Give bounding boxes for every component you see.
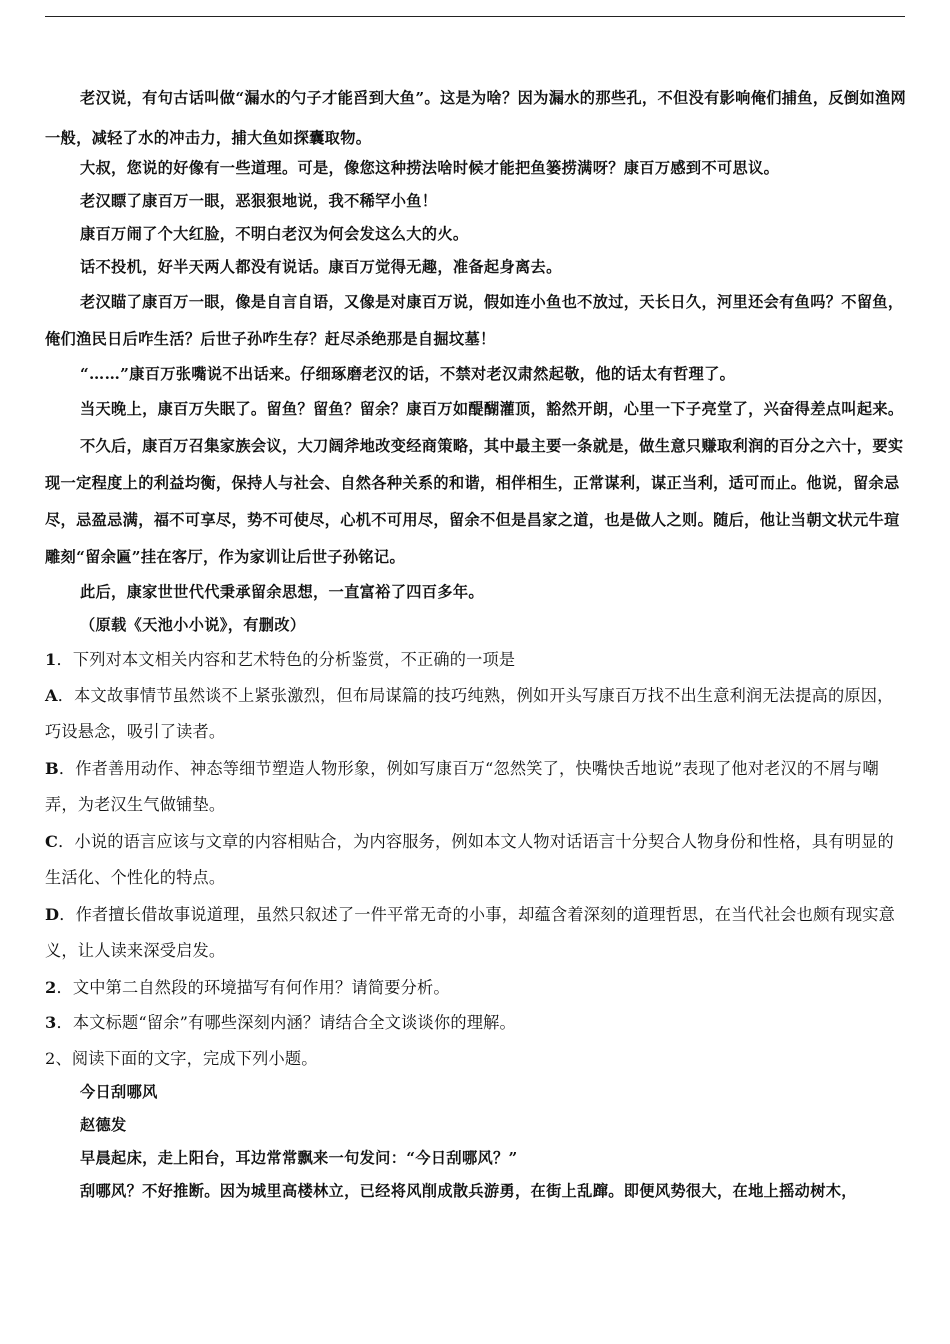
story-paragraph: 当天晚上，康百万失眠了。留鱼？留鱼？留余？康百万如醍醐灌顶，豁然开朗，心里一下子亮堂了，兴奋得差点叫起来。 <box>79 400 904 418</box>
question-number: 1 <box>45 650 57 669</box>
story-paragraph: 不久后，康百万召集家族会议，大刀阔斧地改变经商策略，其中最主要一条就是，做生意只赚取利润的百分之六十，要实现一定程度上的利益均衡，保持人与社会、自然各种关系的和谐，相伴相生，正常谋利，谋正当利，适可而止。他说，留余忌尽，忌盈忌满，福不可享尽，势不可使尽，心机不可用尽，留余不但是昌家之道，也是做人之则。随后，他让当朝文状元牛瑄雕刻“留余匾”挂在客厅，作为家训让后世子孙铭记。 <box>45 437 904 566</box>
article-paragraph: 刮哪风？不好推断。因为城里高楼林立，已经将风削成散兵游勇，在街上乱蹿。即便风势很大，在地上摇动树木， <box>79 1182 857 1200</box>
story-paragraph: 康百万闹了个大红脸，不明白老汉为何会发这么大的火。 <box>79 225 469 243</box>
option-label: C <box>45 831 59 851</box>
header-rule <box>45 16 905 17</box>
option-d <box>45 897 907 970</box>
story-paragraph: 老汉瞟了康百万一眼，恶狠狠地说，我不稀罕小鱼！ <box>79 192 438 210</box>
question-number: 3 <box>45 1013 57 1032</box>
option-b <box>45 751 907 824</box>
question-1-stem <box>45 642 907 678</box>
question-number: 2 <box>45 977 57 997</box>
option-text: ．本文故事情节虽然谈不上紧张激烈，但布局谋篇的技巧纯熟，例如开头写康百万找不出生意利润无法提高的原因，巧设悬念，吸引了读者。 <box>45 685 894 741</box>
document-page <box>45 89 907 1208</box>
option-c <box>45 824 907 897</box>
section-2-intro: 2、阅读下面的文字，完成下列小题。 <box>45 1048 318 1068</box>
story-paragraph: 此后，康家世世代代秉承留余思想，一直富裕了四百多年。 <box>79 583 484 601</box>
question-text: ．下列对本文相关内容和艺术特色的分析鉴赏，不正确的一项是 <box>56 650 516 669</box>
story-paragraph: 老汉说，有句古话叫做“漏水的勺子才能舀到大鱼”。这是为啥？因为漏水的那些孔，不但没有影响俺们捕鱼，反倒如渔网一般，减轻了水的冲击力，捕大鱼如探囊取物。 <box>45 89 907 147</box>
option-label: D <box>45 904 60 924</box>
article-paragraph: 早晨起床，走上阳台，耳边常常飘来一句发问：“今日刮哪风？” <box>79 1149 518 1167</box>
source-note: （原载《天池小小说》，有删改） <box>79 616 306 634</box>
article-title: 今日刮哪风 <box>79 1083 158 1101</box>
option-text: ．作者善用动作、神态等细节塑造人物形象，例如写康百万“忽然笑了，快嘴快舌地说”表现了他对老汉的不屑与嘲弄，为老汉生气做铺垫。 <box>45 758 879 814</box>
option-text: ．作者擅长借故事说道理，虽然只叙述了一件平常无奇的小事，却蕴含着深刻的道理哲思，在当代社会也颇有现实意义，让人读来深受启发。 <box>45 904 896 960</box>
question-2 <box>45 970 907 1006</box>
question-3 <box>45 1005 907 1041</box>
option-label: A <box>45 685 58 705</box>
story-paragraph: 大叔，您说的好像有一些道理。可是，像您这种捞法啥时候才能把鱼篓捞满呀？康百万感到不可思议。 <box>79 159 780 177</box>
option-label: B <box>45 758 59 778</box>
story-paragraph: 老汉瞄了康百万一眼，像是自言自语，又像是对康百万说，假如连小鱼也不放过，天长日久，河里还会有鱼吗？不留鱼，俺们渔民日后咋生活？后世子孙咋生存？赶尽杀绝那是自掘坟墓！ <box>45 293 904 348</box>
option-text: ．小说的语言应该与文章的内容相贴合，为内容服务，例如本文人物对话语言十分契合人物身份和性格，具有明显的生活化、个性化的特点。 <box>45 831 894 887</box>
question-text: ．文中第二自然段的环境描写有何作用？请简要分析。 <box>56 977 450 997</box>
question-text: ．本文标题“留余”有哪些深刻内涵？请结合全文谈谈你的理解。 <box>56 1013 516 1032</box>
story-paragraph: 话不投机，好半天两人都没有说话。康百万觉得无趣，准备起身离去。 <box>79 258 562 276</box>
option-a <box>45 678 907 751</box>
story-paragraph: “……”康百万张嘴说不出话来。仔细琢磨老汉的话，不禁对老汉肃然起敬，他的话太有哲理了。 <box>79 365 736 383</box>
article-author: 赵德发 <box>79 1116 127 1134</box>
